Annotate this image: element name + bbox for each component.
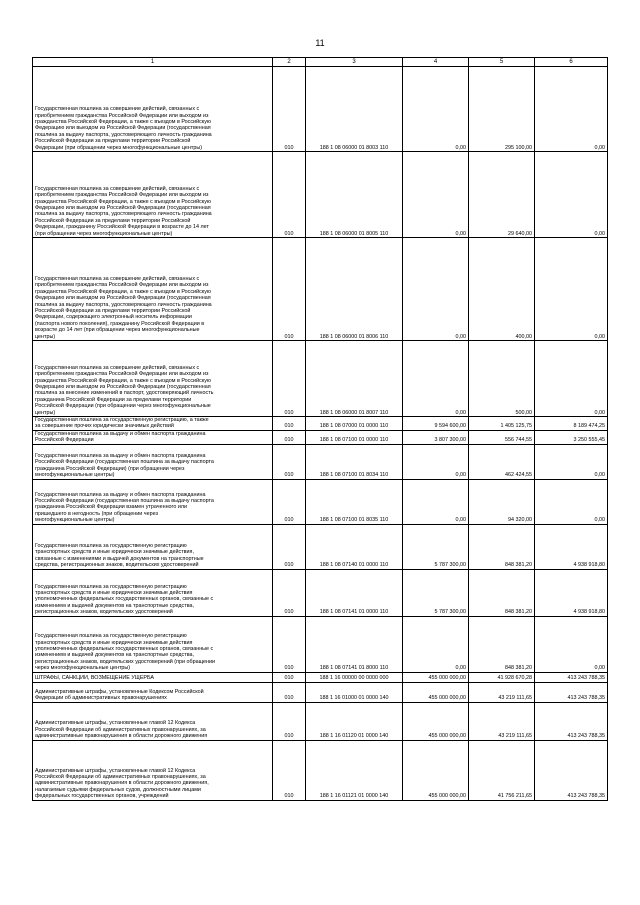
row-plan-cell: 0,00	[403, 152, 469, 238]
row-kbk-cell: 188 1 16 01120 01 0000 140	[306, 702, 403, 740]
row-actual-cell: 848 381,20	[469, 616, 535, 672]
row-code-cell: 010	[273, 616, 306, 672]
row-actual-cell: 295 100,00	[469, 67, 535, 152]
row-remainder-cell: 413 243 788,35	[535, 702, 608, 740]
row-code-cell: 010	[273, 740, 306, 800]
table-row	[33, 152, 608, 238]
row-actual-cell: 400,00	[469, 238, 535, 341]
row-plan-cell: 0,00	[403, 341, 469, 417]
table-row	[33, 479, 608, 524]
row-remainder-cell: 0,00	[535, 152, 608, 238]
row-actual-cell: 41 928 670,28	[469, 672, 535, 682]
row-plan-cell: 3 807 300,00	[403, 430, 469, 444]
row-remainder-cell: 8 189 474,25	[535, 417, 608, 431]
header-cell: 5	[469, 58, 535, 67]
row-plan-cell: 455 000 000,00	[403, 682, 469, 702]
row-name-cell: Государственная пошлина за государственную регистрацию транспортных средств и иные юридически значимые действия уполномоченных федеральных государственных органов, связанные с изменением и выдачей документов на транспортные средства, регистрационных знаков, водительских удостоверений	[33, 569, 273, 616]
row-kbk-cell: 188 1 08 07141 01 8000 110	[306, 616, 403, 672]
table-row	[33, 238, 608, 341]
table-row	[33, 524, 608, 569]
row-plan-cell: 0,00	[403, 616, 469, 672]
row-name-cell: Государственная пошлина за выдачу и обмен паспорта гражданина Российской Федерации (государственная пошлина за выдачу паспорта гражданина Российской Федерации) (при обращении через многофункциональные центры)	[33, 444, 273, 479]
row-name-cell: Государственная пошлина за государственную регистрацию транспортных средств и иные юридически значимые действия, связанные с изменениями и выдачей документов на транспортные средства, регистрационных знаков, водительских удостоверений	[33, 524, 273, 569]
row-remainder-cell: 0,00	[535, 238, 608, 341]
header-cell: 6	[535, 58, 608, 67]
table-header-row	[33, 58, 608, 67]
row-name-cell: Государственная пошлина за государственную регистрацию, а также за совершение прочих юридически значимых действий	[33, 417, 273, 431]
row-remainder-cell: 413 243 788,35	[535, 682, 608, 702]
row-code-cell: 010	[273, 444, 306, 479]
row-code-cell: 010	[273, 569, 306, 616]
row-plan-cell: 5 787 300,00	[403, 524, 469, 569]
table-row	[33, 341, 608, 417]
row-code-cell: 010	[273, 672, 306, 682]
row-actual-cell: 462 424,55	[469, 444, 535, 479]
row-name-cell: Государственная пошлина за совершение действий, связанных с приобретением гражданства Российской Федерации или выходом из гражданства Российской Федерации, а также с въездом в Российскую Федерацию или выездом из Российской Федерации (государственная пошлина за выдачу паспорта, удостоверяющего личность гражданина Российской Федерации за пределами территории Российской Федерации, содержащего электронный носитель информации (паспорта нового поколения), гражданину Российской Федерации в возрасте до 14 лет (при обращении через многофункциональные центры)	[33, 238, 273, 341]
row-actual-cell: 1 405 125,75	[469, 417, 535, 431]
row-actual-cell: 500,00	[469, 341, 535, 417]
row-remainder-cell: 4 938 918,80	[535, 524, 608, 569]
row-plan-cell: 0,00	[403, 238, 469, 341]
header-cell: 4	[403, 58, 469, 67]
row-name-cell: Государственная пошлина за выдачу и обмен паспорта гражданина Российской Федерации (государственная пошлина за выдачу паспорта гражданина Российской Федерации взамен утраченного или пришедшего в негодность (при обращении через многофункциональные центры)	[33, 479, 273, 524]
row-name-cell: Государственная пошлина за выдачу и обмен паспорта гражданина Российской Федерации	[33, 430, 273, 444]
row-remainder-cell: 413 243 788,35	[535, 672, 608, 682]
table-row	[33, 417, 608, 431]
row-code-cell: 010	[273, 524, 306, 569]
header-cell: 2	[273, 58, 306, 67]
row-plan-cell: 5 787 300,00	[403, 569, 469, 616]
row-kbk-cell: 188 1 08 06000 01 8003 110	[306, 67, 403, 152]
row-code-cell: 010	[273, 152, 306, 238]
table-row	[33, 569, 608, 616]
row-name-cell: Административные штрафы, установленные Кодексом Российской Федерации об административных правонарушениях	[33, 682, 273, 702]
row-name-cell: Государственная пошлина за совершение действий, связанных с приобретением гражданства Российской Федерации или выходом из гражданства Российской Федерации, а также с въездом в Российскую Федерацию или выездом из Российской Федерации (государственная пошлина за внесение изменений в паспорт, удостоверяющий личность гражданина Российской Федерации за пределами территории Российской Федерации (при обращении через многофункциональные центры)	[33, 341, 273, 417]
row-plan-cell: 0,00	[403, 67, 469, 152]
row-code-cell: 010	[273, 67, 306, 152]
row-remainder-cell: 0,00	[535, 444, 608, 479]
row-plan-cell: 9 594 600,00	[403, 417, 469, 431]
row-code-cell: 010	[273, 417, 306, 431]
row-kbk-cell: 188 1 08 07100 01 8035 110	[306, 479, 403, 524]
row-kbk-cell: 188 1 08 06000 01 8007 110	[306, 341, 403, 417]
table-row	[33, 672, 608, 682]
row-actual-cell: 848 381,20	[469, 524, 535, 569]
row-name-cell: ШТРАФЫ, САНКЦИИ, ВОЗМЕЩЕНИЕ УЩЕРБА	[33, 672, 273, 682]
row-actual-cell: 94 320,00	[469, 479, 535, 524]
row-kbk-cell: 188 1 08 07000 01 0000 110	[306, 417, 403, 431]
row-code-cell: 010	[273, 682, 306, 702]
table-row	[33, 444, 608, 479]
row-kbk-cell: 188 1 08 07141 01 0000 110	[306, 569, 403, 616]
header-cell: 1	[33, 58, 273, 67]
row-plan-cell: 0,00	[403, 444, 469, 479]
row-kbk-cell: 188 1 16 01121 01 0000 140	[306, 740, 403, 800]
row-code-cell: 010	[273, 479, 306, 524]
row-kbk-cell: 188 1 08 07140 01 0000 110	[306, 524, 403, 569]
row-plan-cell: 0,00	[403, 479, 469, 524]
table-row	[33, 616, 608, 672]
table-row	[33, 67, 608, 152]
row-name-cell: Государственная пошлина за государственную регистрацию транспортных средств и иные юридически значимые действия уполномоченных федеральных государственных органов, связанные с изменением и выдачей документов на транспортные средства, регистрационных знаков, водительских удостоверений (при обращении через многофункциональные центры)	[33, 616, 273, 672]
table-row	[33, 682, 608, 702]
row-remainder-cell: 3 250 555,45	[535, 430, 608, 444]
row-remainder-cell: 0,00	[535, 616, 608, 672]
row-name-cell: Административные штрафы, установленные главой 12 Кодекса Российской Федерации об административных правонарушениях, за административные правонарушения в области дорожного движения	[33, 702, 273, 740]
row-code-cell: 010	[273, 430, 306, 444]
row-code-cell: 010	[273, 341, 306, 417]
row-kbk-cell: 188 1 08 07100 01 0000 110	[306, 430, 403, 444]
row-actual-cell: 43 219 111,65	[469, 682, 535, 702]
row-actual-cell: 848 381,20	[469, 569, 535, 616]
row-name-cell: Государственная пошлина за совершение действий, связанных с приобретением гражданства Российской Федерации или выходом из гражданства Российской Федерации, а также с въездом в Российскую Федерацию или выездом из Российской Федерации (государственная пошлина за выдачу паспорта, удостоверяющего личность гражданина Российской Федерации за пределами территории Российской Федерации (при обращении через многофункциональные центры)	[33, 67, 273, 152]
row-kbk-cell: 188 1 08 07100 01 8034 110	[306, 444, 403, 479]
row-kbk-cell: 188 1 16 01000 01 0000 140	[306, 682, 403, 702]
revenue-table	[32, 57, 608, 801]
row-actual-cell: 41 756 211,65	[469, 740, 535, 800]
row-kbk-cell: 188 1 08 06000 01 8005 110	[306, 152, 403, 238]
table-row	[33, 740, 608, 800]
row-name-cell: Административные штрафы, установленные главой 12 Кодекса Российской Федерации об административных правонарушениях, за административные правонарушения в области дорожного движения, налагаемые судьями федеральных судов, должностными лицами федеральных государственных органов, учреждений	[33, 740, 273, 800]
row-code-cell: 010	[273, 702, 306, 740]
table-row	[33, 430, 608, 444]
row-actual-cell: 29 640,00	[469, 152, 535, 238]
row-name-cell: Государственная пошлина за совершение действий, связанных с приобретением гражданства Российской Федерации или выходом из гражданства Российской Федерации, а также с въездом в Российскую Федерацию или выездом из Российской Федерации (государственная пошлина за выдачу паспорта, удостоверяющего личность гражданина Российской Федерации за пределами территории Российской Федерации, гражданину Российской Федерации в возрасте до 14 лет (при обращении через многофункциональные центры)	[33, 152, 273, 238]
table-row	[33, 702, 608, 740]
row-remainder-cell: 413 243 788,35	[535, 740, 608, 800]
row-remainder-cell: 0,00	[535, 67, 608, 152]
row-plan-cell: 455 000 000,00	[403, 672, 469, 682]
row-actual-cell: 43 219 111,65	[469, 702, 535, 740]
row-remainder-cell: 0,00	[535, 479, 608, 524]
header-cell: 3	[306, 58, 403, 67]
row-actual-cell: 556 744,55	[469, 430, 535, 444]
row-plan-cell: 455 000 000,00	[403, 702, 469, 740]
row-kbk-cell: 188 1 16 00000 00 0000 000	[306, 672, 403, 682]
page-number: 11	[315, 38, 325, 48]
row-code-cell: 010	[273, 238, 306, 341]
row-remainder-cell: 0,00	[535, 341, 608, 417]
row-remainder-cell: 4 938 918,80	[535, 569, 608, 616]
row-plan-cell: 455 000 000,00	[403, 740, 469, 800]
row-kbk-cell: 188 1 08 06000 01 8006 110	[306, 238, 403, 341]
